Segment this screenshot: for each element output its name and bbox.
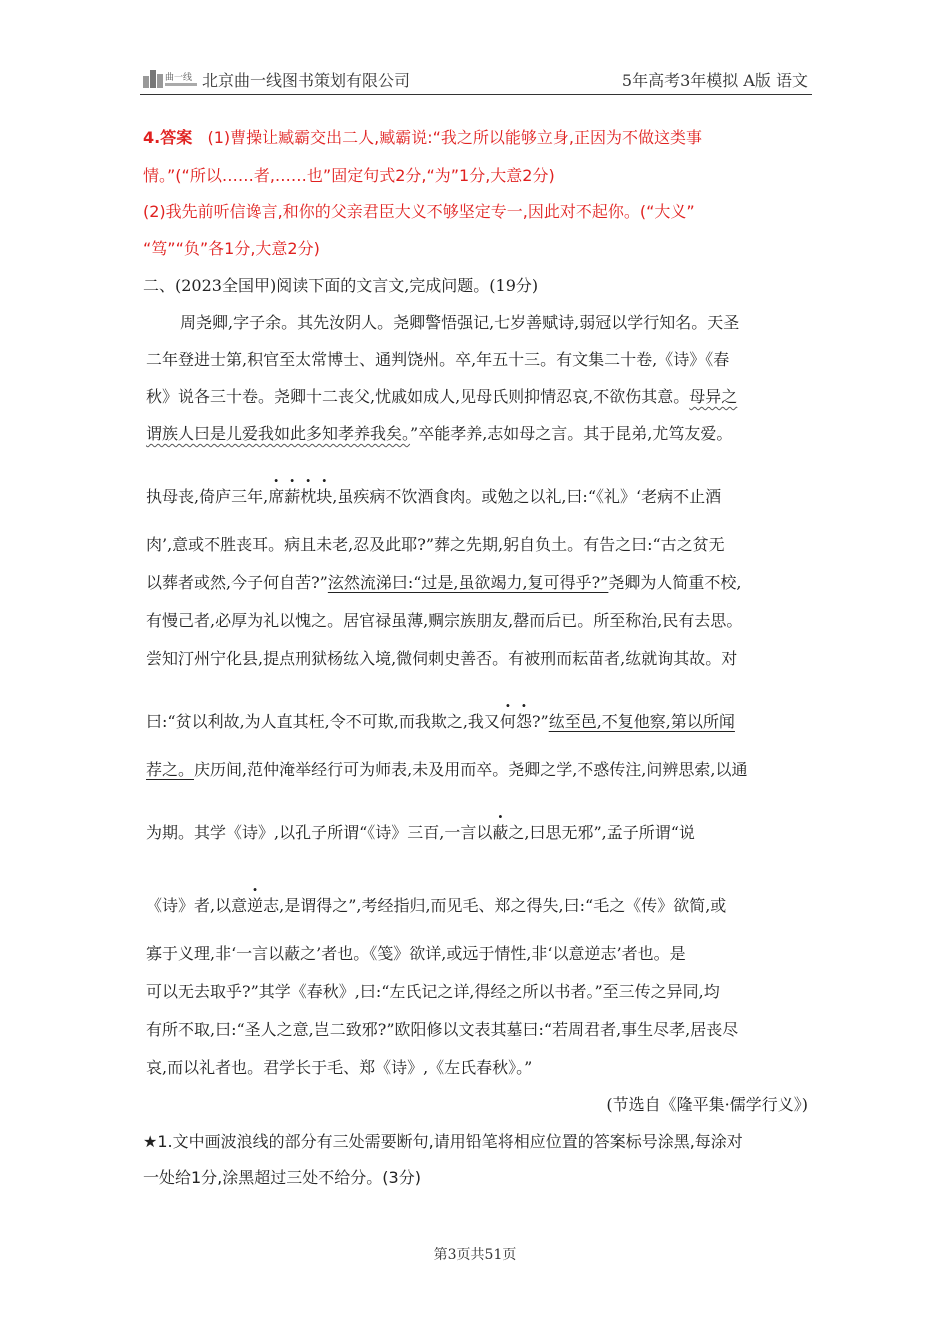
question-line-2: 一处给1分,涂黑超过三处不给分。(3分) <box>143 1168 421 1187</box>
page-number: 第3页共51页 <box>433 1247 517 1263</box>
passage-line: 荐之。庆历间,范仲淹举经行可为师表,未及用而卒。尧卿之学,不惑传注,问辨思索,以通 <box>146 760 748 779</box>
answer-label: 4.答案 <box>143 128 193 147</box>
company-logo-icon <box>143 66 199 90</box>
dotted-char: 席 <box>268 487 285 506</box>
wavy-underline-text: 母异之 <box>689 387 738 406</box>
passage-line: 寡于义理,非‘一言以蔽之’者也。《笺》欲详,或远于情性,非‘以意逆志’者也。是 <box>146 944 686 963</box>
passage-line: 周尧卿,字子余。其先汝阴人。尧卿警悟强记,七岁善赋诗,弱冠以学行知名。天圣 <box>180 313 740 332</box>
company-name: 北京曲一线图书策划有限公司 <box>202 71 411 90</box>
passage-line: 肉’,意或不胜丧耳。病且未老,忍及此耶?”葬之先期,躬自负土。有告之曰:“古之贫无 <box>146 535 725 554</box>
answer-line-2: 情。”(“所以……者,……也”固定句式2分,“为”1分,大意2分) <box>143 166 555 185</box>
page-header <box>140 62 812 95</box>
passage-line: 执母丧,倚庐三年,席薪枕块,虽疾病不饮酒食肉。或勉之以礼,曰:“《礼》‘老病不止酒 <box>146 487 722 506</box>
passage-line: 哀,而以礼者也。君学长于毛、郑《诗》,《左氏春秋》。” <box>146 1058 533 1077</box>
underlined-text: 纮至邑,不复他察,第以所闻 <box>548 712 735 731</box>
dotted-char: 块 <box>316 487 333 506</box>
passage-line: 尝知汀州宁化县,提点刑狱杨纮入境,微伺刺史善否。有被刑而耘苗者,纮就询其故。对 <box>146 649 738 668</box>
section-title: 二、(2023全国甲)阅读下面的文言文,完成问题。(19分) <box>143 276 539 295</box>
passage-line: 以葬者或然,今子何自苦?”泫然流涕曰:“过是,虽欲竭力,复可得乎?”尧卿为人简重不校, <box>146 573 742 592</box>
passage-line: 有慢己者,必厚为礼以愧之。居官禄虽薄,赒宗族朋友,罄而后已。所至称治,民有去思。 <box>146 611 743 630</box>
dotted-char: 怨 <box>515 712 532 731</box>
question-line-1: ★1.文中画波浪线的部分有三处需要断句,请用铅笔将相应位置的答案标号涂黑,每涂对 <box>143 1132 743 1151</box>
underlined-text: 荐之。 <box>146 760 195 779</box>
passage-line: 秋》说各三十卷。尧卿十二丧父,忧戚如成人,见母氏则抑情忍哀,不欲伤其意。母异之 <box>146 387 738 406</box>
wavy-underline-text: 谓族人曰是儿爱我如此多知孝养我矣。 <box>146 424 411 443</box>
passage-source: (节选自《隆平集·儒学行义》) <box>606 1095 808 1114</box>
passage-line: 二年登进士第,积官至太常博士、通判饶州。卒,年五十三。有文集二十卷,《诗》《春 <box>146 350 730 369</box>
passage-line: 《诗》者,以意逆志,是谓得之”,考经指归,而见毛、郑之得失,曰:“毛之《传》欲简,或 <box>146 896 727 915</box>
passage-line: 谓族人曰是儿爱我如此多知孝养我矣。”卒能孝养,志如母之言。其于昆弟,尤笃友爱。 <box>146 424 733 443</box>
dotted-char: 蔽 <box>492 823 509 842</box>
book-title: 5年高考3年模拟 A版 语文 <box>621 71 808 90</box>
passage-line: 可以无去取乎?”其学《春秋》,曰:“左氏记之详,得经之所以书者。”至三传之异同,均 <box>146 982 720 1001</box>
passage-line: 为期。其学《诗》,以孔子所谓“《诗》三百,一言以蔽之,曰思无邪”,孟子所谓“说 <box>146 823 695 842</box>
dotted-char: 薪 <box>284 487 301 506</box>
answer-line-1: 4.答案 (1)曹操让臧霸交出二人,臧霸说:“我之所以能够立身,正因为不做这类事 <box>143 128 703 147</box>
svg-text:曲一线: 曲一线 <box>165 73 193 83</box>
answer-line-3: (2)我先前听信谗言,和你的父亲君臣大义不够坚定专一,因此对不起你。(“大义” <box>143 202 695 221</box>
dotted-char: 逆 <box>247 896 264 915</box>
dotted-char: 枕 <box>300 487 317 506</box>
passage-line: 曰:“贫以利故,为人直其枉,令不可欺,而我欺之,我又何怨?”纮至邑,不复他察,第以所闻 <box>146 712 735 731</box>
underlined-text: 泫然流涕曰:“过是,虽欲竭力,复可得乎?” <box>327 573 609 592</box>
passage-line: 有所不取,曰:“圣人之意,岂二致邪?”欧阳修以文表其墓曰:“若周君者,事生尽孝,居丧尽 <box>146 1020 739 1039</box>
answer-line-4: “笃”“负”各1分,大意2分) <box>143 239 320 258</box>
dotted-char: 何 <box>499 712 516 731</box>
